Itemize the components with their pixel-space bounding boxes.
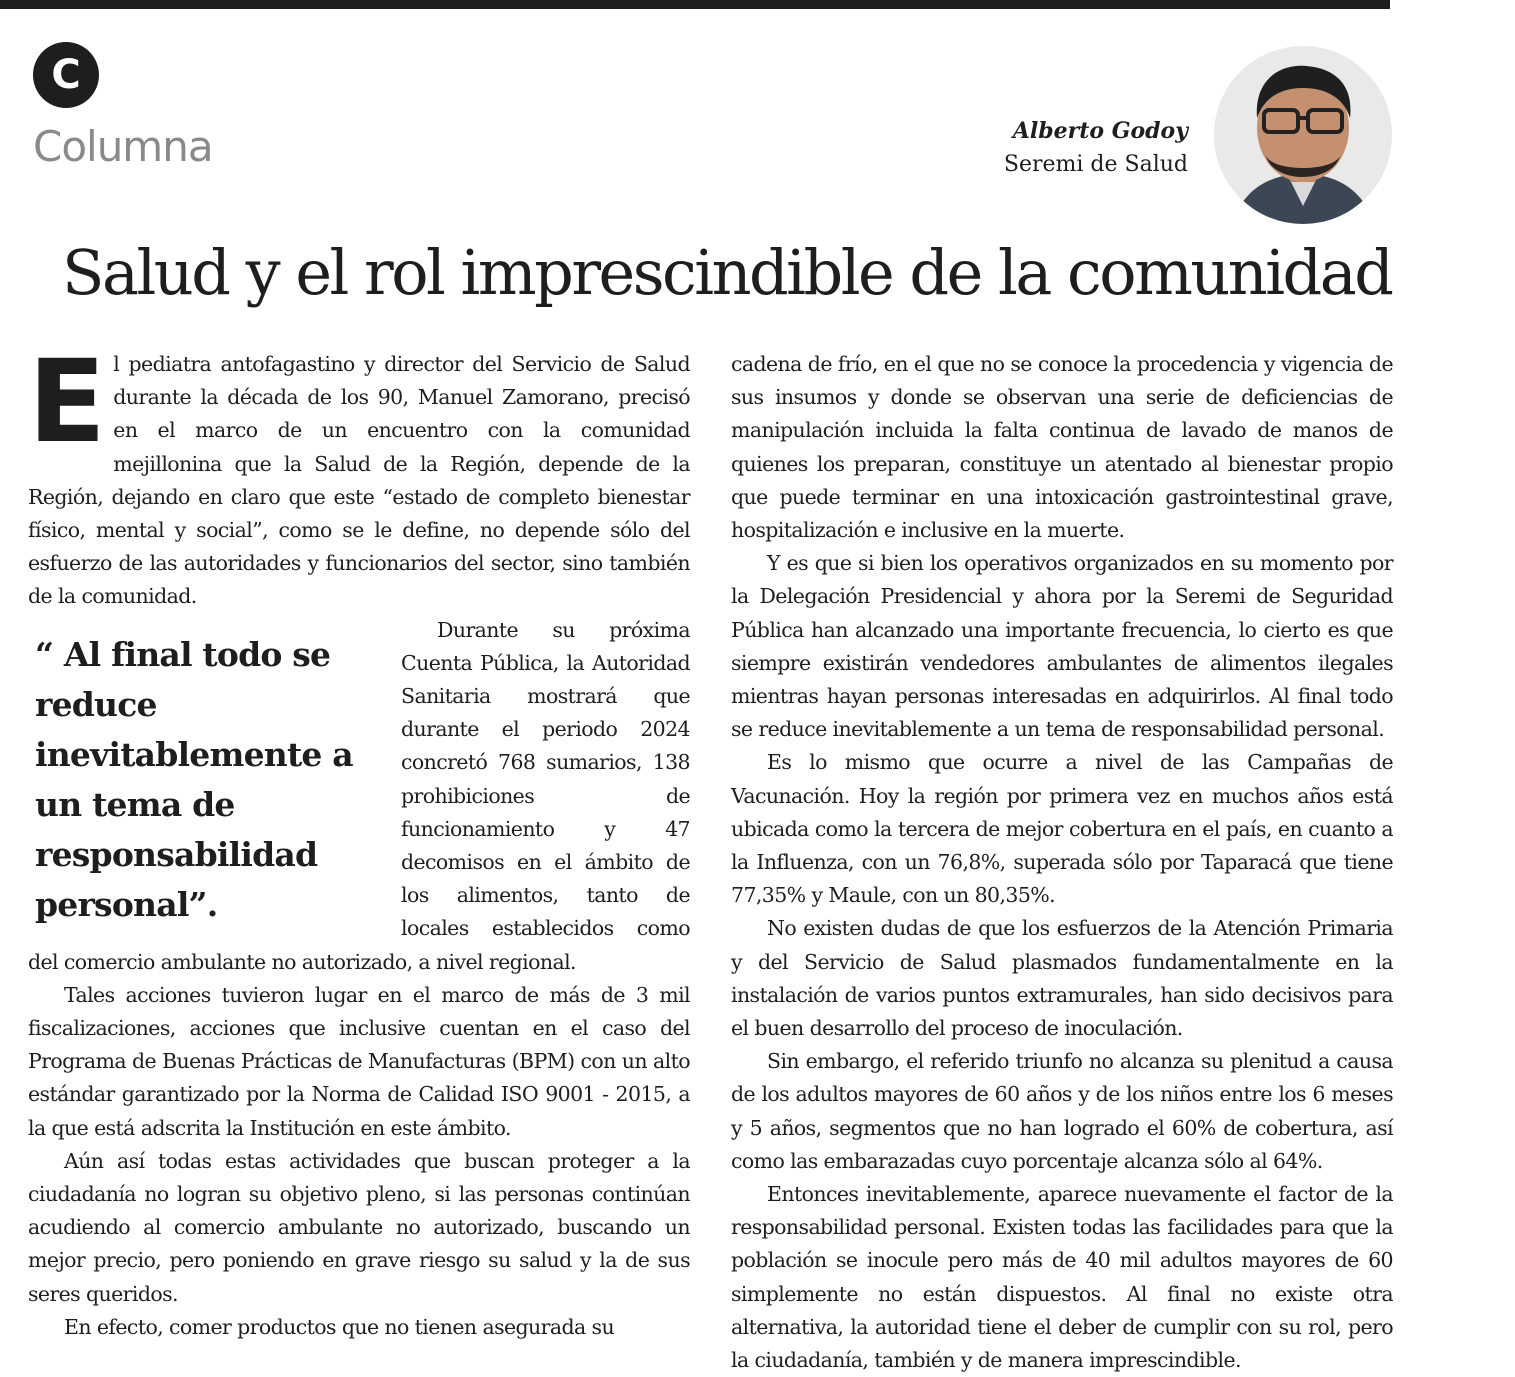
author-role: Seremi de Salud [1003,152,1188,177]
article-headline: Salud y el rol imprescindible de la comunidad [62,236,1392,309]
paragraph-5: En efecto, comer productos que no tienen asegurada su [64,1314,615,1339]
paragraph-5-continued: cadena de frío, en el que no se conoce la procedencia y vigencia de sus insumos y donde se observan una serie de deficiencias de manipulación incluida la falta continua de lavado de manos de quienes los preparan, constituye un atentado al bienestar propio que puede terminar en una intoxicación gastrointestinal grave, hospitalización e inclusive en la muerte. [731,352,1393,543]
paragraph-3: Tales acciones tuvieron lugar en el marco de más de 3 mil fiscalizaciones, acciones que inclusive cuentan en el caso del Programa de Buenas Prácticas de Manufacturas (BPM) con un alto estándar garantizado por la Norma de Calidad ISO 9001 - 2015, a la que está adscrita la Institución en este ámbito. [28,982,690,1140]
article-column-right [731,348,1393,1377]
paragraph-2 [28,614,690,979]
paragraph-7: Es lo mismo que ocurre a nivel de las Campañas de Vacunación. Hoy la región por primera vez en muchos años está ubicada como la tercera de mejor cobertura en el país, en cuanto a la Influenza, con un 76,8%, superada sólo por Taparacá que tiene 77,35% y Maule, con un 80,35%. [731,750,1393,908]
author-name: Alberto Godoy [1012,118,1188,144]
top-rule [0,0,1390,9]
pull-quote-spacer [28,614,29,896]
paragraph-10: Entonces inevitablemente, aparece nuevamente el factor de la responsabilidad personal. Existen todas las facilidades para que la población se inocule pero más de 40 mil adultos mayores de 60 simplemente no están dispuestos. Al final no existe otra alternativa, la autoridad tiene el deber de cumplir con su rol, pero la ciudadanía, también y de manera imprescindible. [731,1182,1393,1373]
section-badge: C [33,42,99,108]
paragraph-8: No existen dudas de que los esfuerzos de la Atención Primaria y del Servicio de Salud plasmados fundamentalmente en la instalación de varios puntos extramurales, han sido decisivos para el buen desarrollo del proceso de inoculación. [731,916,1393,1041]
paragraph-2-text: Durante su próxima Cuenta Pública, la Autoridad Sanitaria mostrará que durante el periodo 2024 concretó 768 sumarios, 138 prohibiciones de funcionamiento y 47 decomisos en el ámbito de los alimentos, tanto de locales establecidos como del comercio ambulante no autorizado, a nivel regional. [28,617,690,974]
paragraph-4: Aún así todas estas actividades que buscan proteger a la ciudadanía no logran su objetivo pleno, si las personas continúan acudiendo al comercio ambulante no autorizado, buscando un mejor precio, pero poniendo en grave riesgo su salud y la de sus seres queridos. [28,1148,690,1306]
article-column-left [28,335,690,1344]
dropcap: E [28,335,106,468]
paragraph-9: Sin embargo, el referido triunfo no alcanza su plenitud a causa de los adultos mayores de 60 años y de los niños entre los 6 meses y 5 años, segmentos que no han logrado el 60% de cobertura, así como las embarazadas cuyo porcentaje alcanza sólo al 64%. [731,1049,1393,1173]
paragraph-1 [28,335,690,614]
author-portrait-svg [1214,46,1392,224]
pull-quote: “ Al final todo se reduce inevitablemente a un tema de responsabilidad personal”. [35,634,353,924]
paragraph-1-text: l pediatra antofagastino y director del Servicio de Salud durante la década de los 90, Manuel Zamorano, precisó en el marco de un encuentro con la comunidad mejillonina que la Salud de la Región, depende de la Región, dejando en claro que este “estado de completo bienestar físico, mental y social”, como se le define, no depende sólo del esfuerzo de las autoridades y funcionarios del sector, sino también de la comunidad. [28,352,690,609]
author-portrait-icon [1214,46,1392,224]
section-label: Columna [33,122,213,171]
paragraph-6: Y es que si bien los operativos organizados en su momento por la Delegación Presidencial y ahora por la Seremi de Seguridad Pública han alcanzado una importante frecuencia, lo cierto es que siempre existirán vendedores ambulantes de alimentos ilegales mientras hayan personas interesadas en adquirirlos. Al final todo se reduce inevitablemente a un tema de responsabilidad personal. [731,551,1393,742]
